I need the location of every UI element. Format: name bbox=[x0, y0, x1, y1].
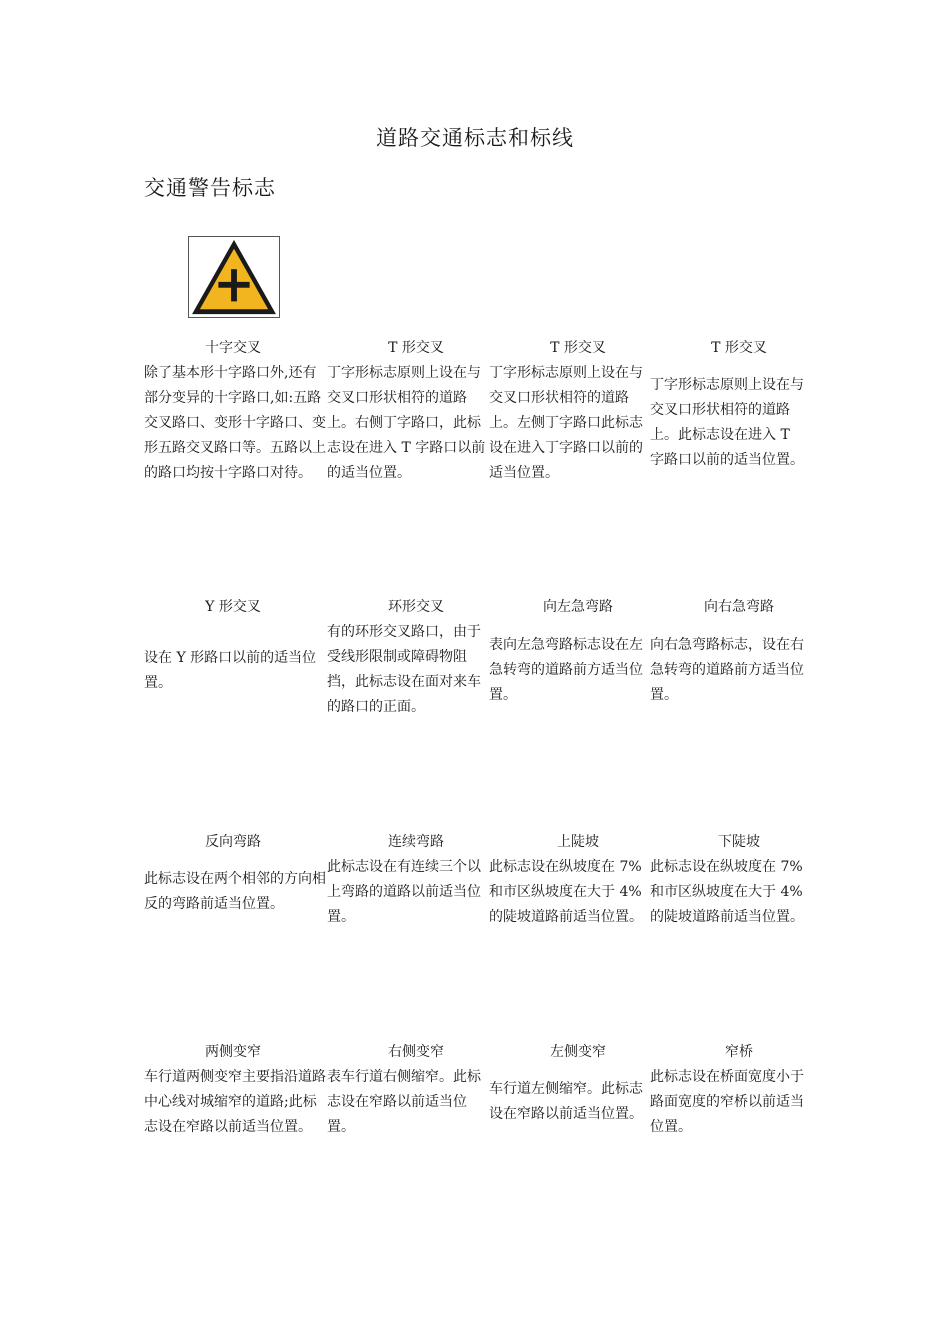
sign-description: 此标志设在纵坡度在 7% 和市区纵坡度在大于 4% 的陡坡道路前适当位置。 bbox=[489, 859, 643, 925]
sign-description: 此标志设在纵坡度在 7% 和市区纵坡度在大于 4% 的陡坡道路前适当位置。 bbox=[650, 859, 804, 925]
sign-label: 十字交叉 bbox=[205, 340, 261, 356]
sign-description: 车行道两侧变窄主要指沿道路中心线对城缩窄的道路;此标志设在窄路以前适当位置。 bbox=[144, 1069, 326, 1135]
sign-label: 向右急弯路 bbox=[704, 599, 774, 615]
sign-label: 反向弯路 bbox=[205, 834, 261, 850]
sign-label: 右侧变窄 bbox=[388, 1044, 444, 1060]
sign-description: 表车行道右侧缩窄。此标志设在窄路以前适当位置。 bbox=[327, 1069, 481, 1135]
sign-label: T 形交叉 bbox=[550, 340, 606, 356]
sign-description: 车行道左侧缩窄。此标志设在窄路以前适当位置。 bbox=[489, 1081, 643, 1122]
sign-description: 此标志设在两个相邻的方向相反的弯路前适当位置。 bbox=[144, 871, 326, 912]
sign-description: 向右急弯路标志，设在右急转弯的道路前方适当位置。 bbox=[650, 637, 804, 703]
sign-label: 环形交叉 bbox=[388, 599, 444, 615]
sign-label: 窄桥 bbox=[725, 1044, 753, 1060]
sign-label: Y 形交叉 bbox=[205, 599, 261, 615]
sign-label: T 形交叉 bbox=[388, 340, 444, 356]
sign-label: 下陡坡 bbox=[718, 834, 760, 850]
sign-label: T 形交叉 bbox=[711, 340, 767, 356]
sign-description: 丁字形标志原则上设在与交叉口形状相符的道路上。左侧丁字路口此标志设在进入丁字路口以前的适当位置。 bbox=[489, 365, 643, 481]
section-title: 交通警告标志 bbox=[144, 176, 276, 200]
crossroad-warning-sign-icon bbox=[189, 237, 279, 317]
sign-label: 向左急弯路 bbox=[543, 599, 613, 615]
sign-description: 除了基本形十字路口外,还有部分变异的十字路口,如:五路交叉路口、变形十字路口、变形五路交叉路口等。五路以上的路口均按十字路口对待。 bbox=[144, 365, 326, 481]
sign-description: 此标志设在桥面宽度小于路面宽度的窄桥以前适当位置。 bbox=[650, 1069, 804, 1135]
sign-label: 上陡坡 bbox=[557, 834, 599, 850]
sign-description: 此标志设在有连续三个以上弯路的道路以前适当位置。 bbox=[327, 859, 481, 925]
sign-label: 两侧变窄 bbox=[205, 1044, 261, 1060]
sign-description: 表向左急弯路标志设在左急转弯的道路前方适当位置。 bbox=[489, 637, 643, 703]
sign-description: 丁字形标志原则上设在与交叉口形状相符的道路上。此标志设在进入 T 字路口以前的适当位置。 bbox=[650, 377, 804, 468]
sign-label: 连续弯路 bbox=[388, 834, 444, 850]
sign-description: 丁字形标志原则上设在与交叉口形状相符的道路上。右侧丁字路口，此标志设在进入 T 字路口以前的适当位置。 bbox=[327, 365, 486, 481]
sign-label: 左侧变窄 bbox=[550, 1044, 606, 1060]
sign-description: 设在 Y 形路口以前的适当位置。 bbox=[144, 650, 317, 691]
crossroad-warning-sign bbox=[188, 236, 280, 318]
document-title: 道路交通标志和标线 bbox=[376, 126, 574, 150]
sign-description: 有的环形交叉路口，由于受线形限制或障碍物阻挡，此标志设在面对来车的路口的正面。 bbox=[327, 624, 481, 715]
